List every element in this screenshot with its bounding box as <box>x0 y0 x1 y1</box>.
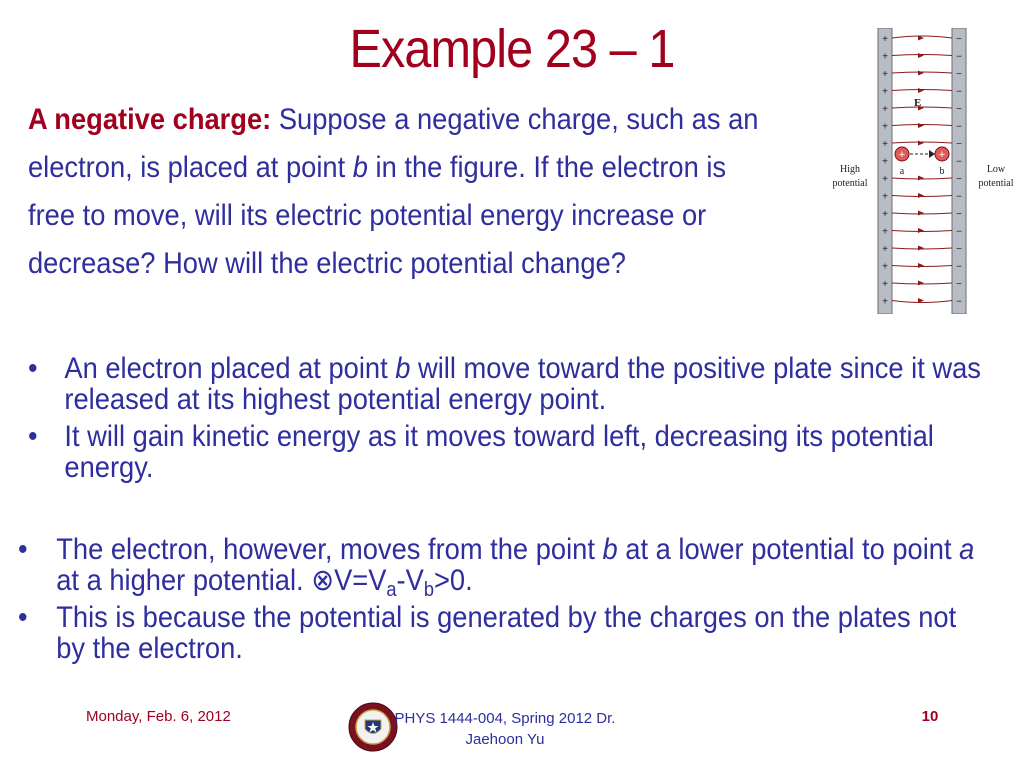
plus-sign: + <box>882 261 888 273</box>
field-arrow-icon <box>918 281 924 286</box>
arrow-head-icon <box>929 150 935 158</box>
field-arrow-icon <box>918 88 924 93</box>
minus-sign: − <box>956 69 962 80</box>
plus-sign: + <box>882 244 888 255</box>
intro-point-b: b <box>352 151 368 184</box>
field-arrow-icon <box>918 53 924 58</box>
minus-sign: − <box>956 226 962 238</box>
high-label: High <box>840 164 860 175</box>
plus-sign: + <box>882 86 888 98</box>
bullet-text: will move toward the positive plate since it was released at its highest potential energy point. <box>64 352 981 416</box>
footer-date: Monday, Feb. 6, 2012 <box>86 708 231 725</box>
plus-sign: + <box>882 156 888 168</box>
minus-sign: − <box>956 261 962 273</box>
field-arrow-icon <box>918 263 924 268</box>
minus-sign: − <box>956 104 962 115</box>
low-label: Low <box>986 164 1006 175</box>
intro-text-1: Suppose a negative charge, such as an electron, is placed at point <box>28 103 759 184</box>
plus-sign: + <box>882 174 888 185</box>
plus-sign: + <box>882 279 888 290</box>
charge-b-sign: + <box>938 149 946 161</box>
bullet-icon: • <box>18 533 28 566</box>
bullet-icon: • <box>28 352 38 385</box>
bullet-text: The electron, however, moves from the point <box>56 533 603 566</box>
field-arrow-icon <box>918 141 924 146</box>
plus-sign: + <box>882 34 888 45</box>
footer-course: PHYS 1444-004, Spring 2012 Dr. Jaehoon Yu <box>394 710 616 748</box>
high-potential-label: potential <box>832 178 868 189</box>
list-item <box>28 353 984 415</box>
bullet-emphasis: b <box>602 533 618 566</box>
intro-lead: A negative charge: <box>28 103 272 136</box>
bullet-emphasis: a <box>959 533 975 566</box>
list-item <box>18 602 983 664</box>
minus-sign: − <box>956 296 962 308</box>
field-arrow-icon <box>918 246 924 251</box>
point-a-label: a <box>899 166 905 177</box>
minus-sign: − <box>956 209 962 220</box>
bullet-text: >0. <box>433 564 473 597</box>
field-arrow-icon <box>918 176 924 181</box>
field-arrow-icon <box>918 228 924 233</box>
minus-sign: − <box>956 156 962 168</box>
subscript: b <box>423 579 434 601</box>
bullet-emphasis: b <box>395 352 411 385</box>
plus-sign: + <box>882 191 888 203</box>
field-arrow-icon <box>918 211 924 216</box>
bullet-text: This is because the potential is generated by the charges on the plates not by the electron. <box>56 601 957 665</box>
point-b-label: b <box>939 166 945 177</box>
bullet-text: at a lower potential to point <box>617 533 960 566</box>
low-potential-label: potential <box>978 178 1014 189</box>
slide-title: Example 23 – 1 <box>349 19 675 79</box>
bullet-text: An electron placed at point <box>64 352 396 385</box>
minus-sign: − <box>956 121 962 133</box>
bullet-icon: • <box>28 420 38 453</box>
intro-paragraph <box>28 96 767 288</box>
field-arrow-icon <box>918 123 924 128</box>
parallel-plates-figure <box>826 28 1020 314</box>
page-number: 10 <box>921 708 939 725</box>
plus-sign: + <box>882 296 888 308</box>
plus-sign: + <box>882 209 888 220</box>
bullet-list-top <box>28 353 984 489</box>
subscript: a <box>386 579 397 601</box>
minus-sign: − <box>956 86 962 98</box>
minus-sign: − <box>956 279 962 290</box>
minus-sign: − <box>956 51 962 63</box>
minus-sign: − <box>956 174 962 185</box>
minus-sign: − <box>956 139 962 150</box>
plus-sign: + <box>882 104 888 115</box>
bullet-icon: • <box>18 601 28 634</box>
charge-a-sign: + <box>898 149 906 161</box>
minus-sign: − <box>956 191 962 203</box>
minus-sign: − <box>956 34 962 45</box>
bullet-list-bottom <box>18 534 983 670</box>
list-item <box>28 421 984 483</box>
bullet-text: -V <box>396 564 424 597</box>
field-arrow-icon <box>918 71 924 76</box>
bullet-text: at a higher potential. ⊗V=V <box>56 564 387 597</box>
field-label: E <box>914 97 922 109</box>
minus-sign: − <box>956 244 962 255</box>
bullet-text: It will gain kinetic energy as it moves toward left, decreasing its potential energy. <box>64 420 934 484</box>
plus-sign: + <box>882 121 888 133</box>
list-item <box>18 533 983 601</box>
plus-sign: + <box>882 69 888 80</box>
intro-text-2: in the figure. If the electron is free to move, will its electric potential energy increase or decrease? How will the electric potential change? <box>28 151 727 280</box>
plus-sign: + <box>882 139 888 150</box>
plus-sign: + <box>882 226 888 238</box>
plus-sign: + <box>882 51 888 63</box>
field-arrow-icon <box>918 193 924 198</box>
